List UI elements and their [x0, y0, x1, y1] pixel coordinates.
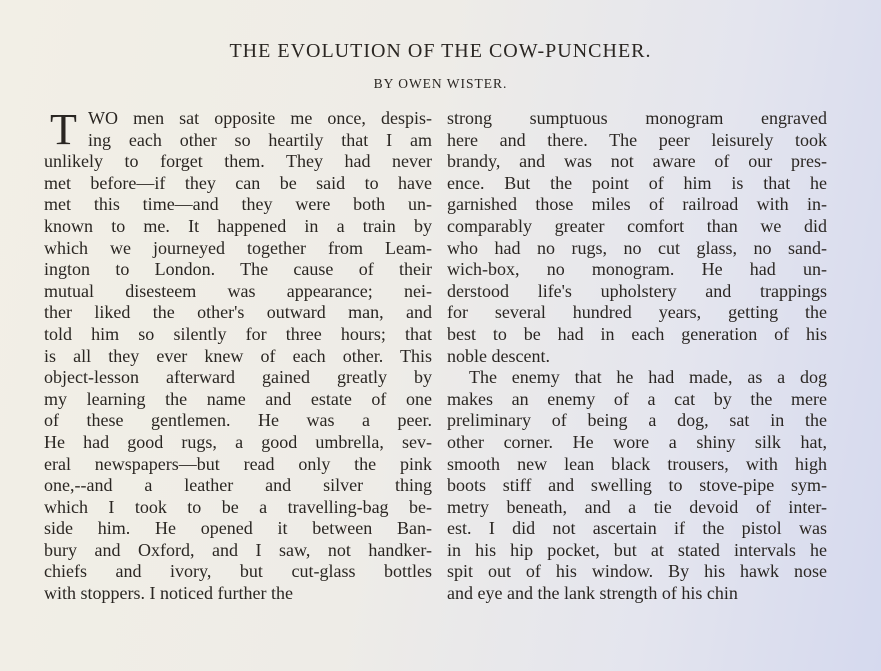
text-line: of these gentlemen. He was a peer.: [44, 410, 432, 431]
text-line: ther liked the other's outward man, and: [44, 302, 432, 323]
text-line: ington to London. The cause of their: [44, 259, 432, 280]
text-line: brandy, and was not aware of our pres-: [447, 151, 827, 172]
text-line: with stoppers. I noticed further the: [44, 583, 293, 604]
text-line: object-lesson afterward gained greatly by: [44, 367, 432, 388]
text-line: one,--and a leather and silver thing: [44, 475, 432, 496]
text-line: mutual disesteem was appearance; nei-: [44, 280, 432, 301]
text-line: He had good rugs, a good umbrella, sev-: [44, 431, 432, 452]
drop-cap: T: [50, 105, 77, 154]
text-line: ing each other so heartily that I am: [88, 129, 432, 150]
text-line: which I took to be a travelling-bag be-: [44, 496, 432, 517]
text-line: side him. He opened it between Ban-: [44, 518, 432, 539]
text-line: strong sumptuous monogram engraved: [447, 108, 827, 128]
text-line: spit out of his window. By his hawk nose: [447, 561, 827, 582]
text-line: my learning the name and estate of one: [44, 388, 432, 409]
text-line: and eye and the lank strength of his chin: [447, 583, 738, 604]
text-line: est. I did not ascertain if the pistol was: [447, 518, 827, 539]
text-line: WO men sat opposite me once, despis-: [88, 108, 432, 128]
text-line: is all they ever knew of each other. This: [44, 345, 432, 366]
text-line: other corner. He wore a shiny silk hat,: [447, 431, 827, 452]
text-line: met before—if they can be said to have: [44, 172, 432, 193]
text-line: met this time—and they were both un-: [44, 194, 432, 215]
text-line: chiefs and ivory, but cut-glass bottles: [44, 561, 432, 582]
text-line: boots stiff and swelling to stove-pipe sym-: [447, 475, 827, 496]
text-line: eral newspapers—but read only the pink: [44, 453, 432, 474]
article-byline: BY OWEN WISTER.: [373, 76, 508, 91]
text-line: unlikely to forget them. They had never: [44, 151, 432, 172]
text-line: noble descent.: [447, 345, 550, 366]
article-title: THE EVOLUTION OF THE COW-PUNCHER.: [229, 40, 652, 62]
text-line: preliminary of being a dog, sat in the: [447, 410, 827, 431]
text-line: comparably greater comfort than we did: [447, 215, 827, 236]
left-column: [44, 105, 432, 605]
text-line: in his hip pocket, but at stated intervals he: [447, 539, 827, 560]
text-line: known to me. It happened in a train by: [44, 215, 432, 236]
right-column: [447, 108, 827, 605]
text-line: makes an enemy of a cat by the mere: [447, 388, 827, 409]
text-line: told him so silently for three hours; that: [44, 323, 432, 344]
text-line: derstood life's upholstery and trappings: [447, 280, 827, 301]
text-line: garnished those miles of railroad with in-: [447, 194, 827, 215]
text-line: metry beneath, and a tie devoid of inter-: [447, 496, 827, 517]
text-line: here and there. The peer leisurely took: [447, 129, 827, 150]
text-line: wich-box, no monogram. He had un-: [447, 259, 827, 280]
text-line: for several hundred years, getting the: [447, 302, 827, 323]
text-line: smooth new lean black trousers, with high: [447, 453, 827, 474]
text-line: which we journeyed together from Leam-: [44, 237, 432, 258]
text-line: bury and Oxford, and I saw, not handker-: [44, 539, 432, 560]
text-line: who had no rugs, no cut glass, no sand-: [447, 237, 827, 258]
text-line: The enemy that he had made, as a dog: [469, 367, 827, 388]
text-line: ence. But the point of him is that he: [447, 172, 827, 193]
text-line: best to be had in each generation of his: [447, 323, 827, 344]
